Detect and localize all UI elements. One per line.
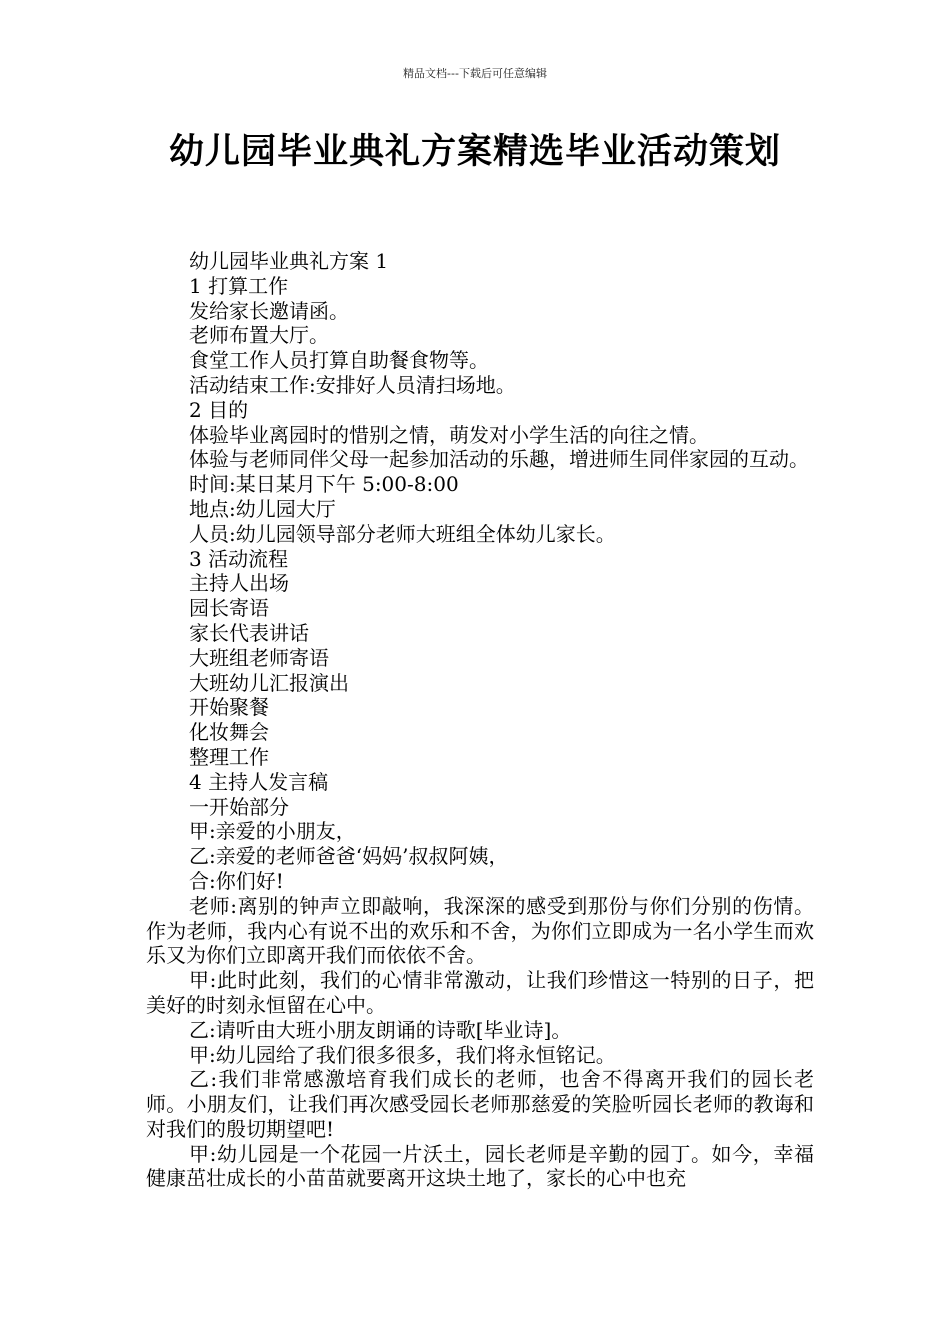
body-paragraph: 地点:幼儿园大厅 bbox=[189, 496, 336, 521]
body-paragraph: 1 打算工作 bbox=[189, 273, 289, 298]
body-paragraph: 发给家长邀请函。 bbox=[189, 298, 349, 323]
body-paragraph: 甲:此时此刻，我们的心情非常激动，让我们珍惜这一特别的日子，把美好的时刻永恒留在心中。 bbox=[146, 968, 814, 1017]
body-paragraph: 乙:请听由大班小朋友朗诵的诗歌[毕业诗]。 bbox=[189, 1017, 572, 1042]
body-paragraph: 化妆舞会 bbox=[189, 720, 269, 745]
document-body bbox=[146, 249, 814, 1191]
body-paragraph: 体验毕业离园时的惜别之情，萌发对小学生活的向往之情。 bbox=[189, 422, 709, 447]
body-paragraph: 合:你们好! bbox=[189, 868, 284, 893]
body-paragraph: 食堂工作人员打算自助餐食物等。 bbox=[189, 348, 489, 373]
body-paragraph: 人员:幼儿园领导部分老师大班组全体幼儿家长。 bbox=[189, 521, 616, 546]
body-paragraph: 甲:亲爱的小朋友， bbox=[189, 819, 356, 844]
body-paragraph: 幼儿园毕业典礼方案 1 bbox=[189, 249, 389, 273]
body-paragraph: 园长寄语 bbox=[189, 596, 269, 621]
body-paragraph: 乙:亲爱的老师爸爸‘妈妈’叔叔阿姨， bbox=[189, 844, 509, 869]
body-paragraph: 活动结束工作:安排好人员清扫场地。 bbox=[189, 372, 516, 397]
body-paragraph: 4 主持人发言稿 bbox=[189, 769, 329, 794]
body-paragraph: 甲:幼儿园是一个花园一片沃土，园长老师是辛勤的园丁。如今，幸福健康茁壮成长的小苗苗就要离开这块土地了，家长的心中也充 bbox=[146, 1141, 814, 1191]
header-note: 精品文档---下载后可任意编辑 bbox=[403, 67, 547, 80]
body-paragraph: 大班幼儿汇报演出 bbox=[189, 670, 349, 695]
body-paragraph: 甲:幼儿园给了我们很多很多，我们将永恒铭记。 bbox=[189, 1042, 616, 1067]
body-paragraph: 老师:离别的钟声立即敲响，我深深的感受到那份与你们分别的伤情。作为老师，我内心有说不出的欢乐和不舍，为你们立即成为一名小学生而欢乐又为你们立即离开我们而依依不舍。 bbox=[146, 893, 814, 968]
body-paragraph: 家长代表讲话 bbox=[189, 620, 309, 645]
body-paragraph: 整理工作 bbox=[189, 744, 269, 769]
body-paragraph: 2 目的 bbox=[189, 397, 249, 422]
body-paragraph: 开始聚餐 bbox=[189, 695, 269, 720]
body-paragraph: 大班组老师寄语 bbox=[189, 645, 329, 670]
body-paragraph: 主持人出场 bbox=[189, 571, 289, 596]
body-paragraph: 老师布置大厅。 bbox=[189, 323, 329, 348]
document-title: 幼儿园毕业典礼方案精选毕业活动策划 bbox=[168, 132, 781, 172]
body-paragraph: 时间:某日某月下午 5:00-8:00 bbox=[189, 472, 459, 497]
body-paragraph: 一开始部分 bbox=[189, 794, 289, 819]
body-paragraph: 体验与老师同伴父母一起参加活动的乐趣，增进师生同伴家园的互动。 bbox=[189, 447, 809, 472]
body-paragraph: 乙:我们非常感激培育我们成长的老师，也舍不得离开我们的园长老师。小朋友们，让我们再次感受园长老师那慈爱的笑脸听园长老师的教诲和对我们的殷切期望吧! bbox=[146, 1067, 814, 1141]
body-paragraph: 3 活动流程 bbox=[189, 546, 289, 571]
